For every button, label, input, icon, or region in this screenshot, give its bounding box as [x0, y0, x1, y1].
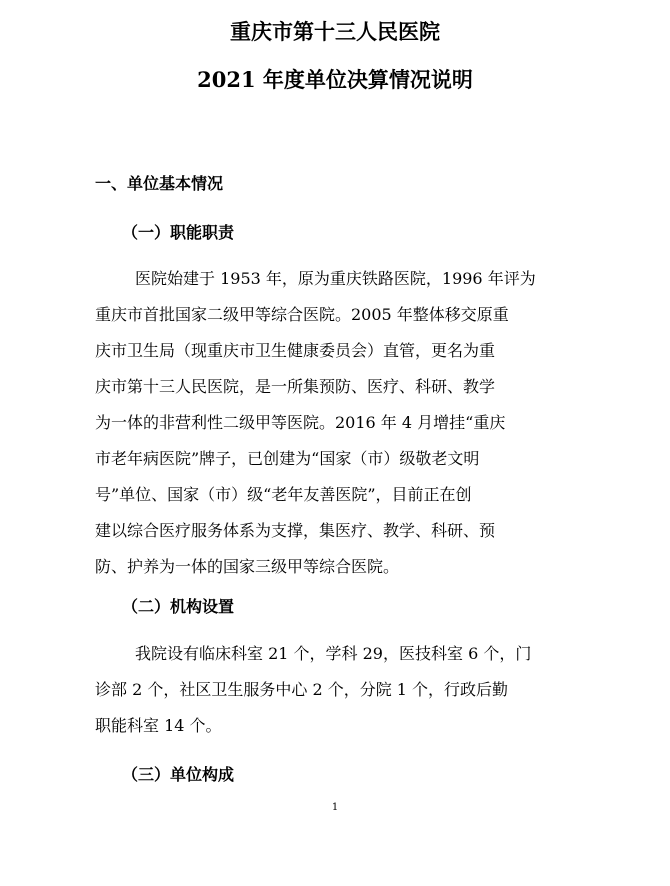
- paragraph-line: 防、护养为一体的国家三级甲等综合医院。: [95, 557, 400, 576]
- subsection-heading-composition: （三）单位构成: [122, 765, 235, 784]
- subsection-heading-functions: （一）职能职责: [122, 223, 235, 242]
- paragraph-line: 庆市卫生局（现重庆市卫生健康委员会）直管，更名为重: [95, 341, 496, 360]
- paragraph-line: 为一体的非营利性二级甲等医院。2016 年 4 月增挂“重庆: [95, 413, 506, 432]
- paragraph-organization: [95, 636, 531, 744]
- section-heading-basic-info: 一、单位基本情况: [95, 174, 224, 193]
- subsection-heading-organization: （二）机构设置: [122, 597, 235, 616]
- paragraph-line: 重庆市首批国家二级甲等综合医院。2005 年整体移交原重: [95, 305, 509, 324]
- paragraph-line: 我院设有临床科室 21 个，学科 29，医技科室 6 个，门: [135, 644, 532, 663]
- paragraph-line: 号”单位、国家（市）级“老年友善医院”，目前正在创: [95, 485, 472, 504]
- paragraph-line: 建以综合医疗服务体系为支撑，集医疗、教学、科研、预: [95, 521, 496, 540]
- paragraph-line: 医院始建于 1953 年，原为重庆铁路医院，1996 年评为: [135, 269, 536, 288]
- page-number: 1: [331, 802, 339, 813]
- paragraph-line: 诊部 2 个，社区卫生服务中心 2 个，分院 1 个，行政后勤: [95, 680, 509, 699]
- paragraph-line: 职能科室 14 个。: [95, 716, 222, 735]
- document-subtitle: 2021 年度单位决算情况说明: [197, 67, 473, 92]
- paragraph-line: 市老年病医院”牌子，已创建为“国家（市）级敬老文明: [95, 449, 480, 468]
- paragraph-functions: [95, 261, 536, 585]
- document-title: 重庆市第十三人民医院: [230, 19, 440, 44]
- paragraph-line: 庆市第十三人民医院，是一所集预防、医疗、科研、教学: [95, 377, 496, 396]
